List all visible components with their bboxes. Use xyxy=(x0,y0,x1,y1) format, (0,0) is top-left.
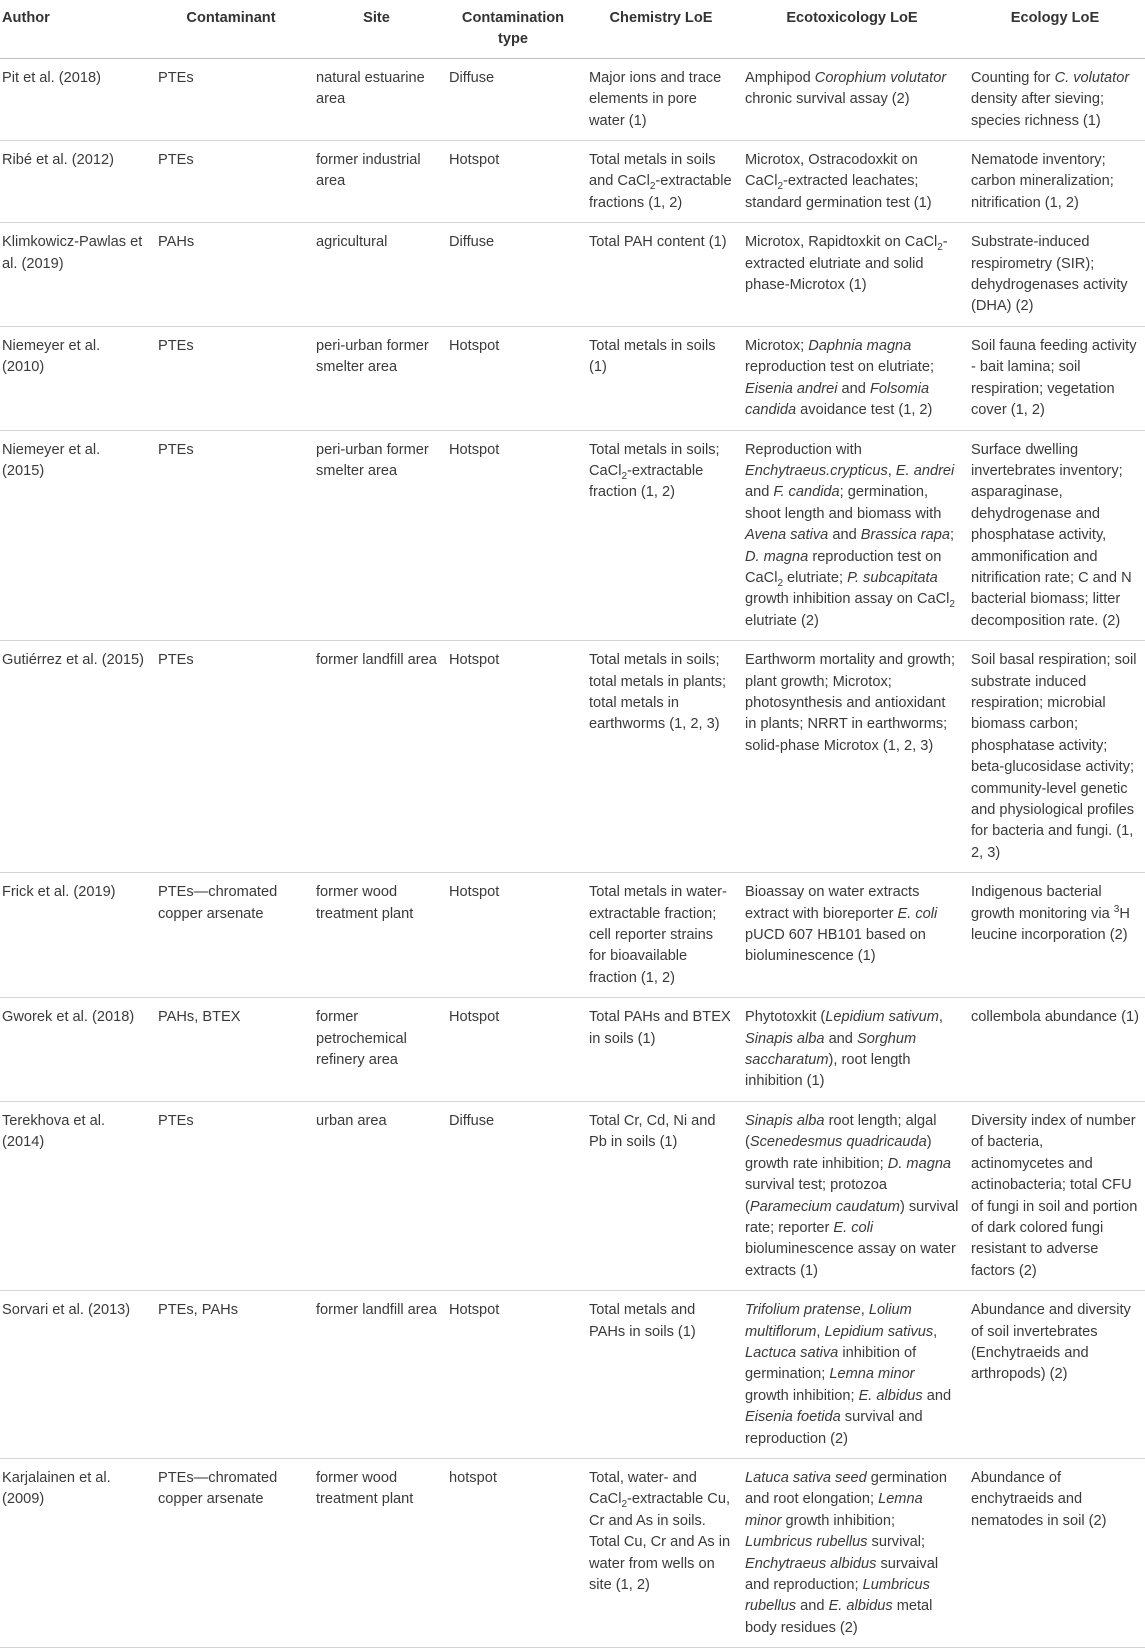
header-contaminant: Contaminant xyxy=(152,0,310,58)
cell-contaminant: PTEs xyxy=(152,141,310,223)
cell-author: Klimkowicz-Pawlas et al. (2019) xyxy=(0,223,152,327)
cell-chemistry-loe: Total metals in soils and CaCl$_2$-extractable fractions (1, 2) xyxy=(583,141,739,223)
cell-chemistry-loe: Total PAHs and BTEX in soils (1) xyxy=(583,998,739,1102)
table-row xyxy=(0,1101,1145,1290)
cell-contaminant: PTEs—chromated copper arsenate xyxy=(152,1458,310,1647)
header-contamination-type: Contamination type xyxy=(443,0,583,58)
cell-site: former industrial area xyxy=(310,141,443,223)
cell-ecology-loe: Surface dwelling invertebrates inventory; asparaginase, dehydrogenase and phosphatase activity, ammonification and nitrification rate; C and N bacterial biomass; litter decomposition rate. (2) xyxy=(965,430,1145,641)
header-author: Author xyxy=(0,0,152,58)
table-row xyxy=(0,998,1145,1102)
cell-ecology-loe: Indigenous bacterial growth monitoring via $^3$H leucine incorporation (2) xyxy=(965,873,1145,998)
cell-ecotoxicology-loe: Latuca sativa seed germination and root elongation; Lemna minor growth inhibition; Lumbricus rubellus survival; Enchytraeus albidus survaival and reproduction; Lumbricus rubellus and E. albidus metal body residues (2) xyxy=(739,1458,965,1647)
header-ecotoxicology-loe: Ecotoxicology LoE xyxy=(739,0,965,58)
cell-chemistry-loe: Total metals and PAHs in soils (1) xyxy=(583,1291,739,1459)
cell-site: former petrochemical refinery area xyxy=(310,998,443,1102)
table-row xyxy=(0,430,1145,641)
cell-contaminant: PTEs xyxy=(152,641,310,873)
cell-ecology-loe: Diversity index of number of bacteria, actinomycetes and actinobacteria; total CFU of fungi in soil and portion of dark colored fungi resistant to adverse factors (2) xyxy=(965,1101,1145,1290)
cell-ecotoxicology-loe: Sinapis alba root length; algal (Scenedesmus quadricauda) growth rate inhibition; D. magna survival test; protozoa (Paramecium caudatum) survival rate; reporter E. coli bioluminescence assay on water extracts (1) xyxy=(739,1101,965,1290)
cell-chemistry-loe: Major ions and trace elements in pore water (1) xyxy=(583,58,739,140)
cell-contamination-type: Hotspot xyxy=(443,430,583,641)
cell-ecotoxicology-loe: Microtox, Ostracodoxkit on CaCl$_2$-extracted leachates; standard germination test (1) xyxy=(739,141,965,223)
table-row xyxy=(0,1458,1145,1647)
cell-site: urban area xyxy=(310,1101,443,1290)
cell-author: Gutiérrez et al. (2015) xyxy=(0,641,152,873)
table-row xyxy=(0,1291,1145,1459)
cell-author: Niemeyer et al. (2010) xyxy=(0,326,152,430)
cell-contamination-type: Hotspot xyxy=(443,873,583,998)
table-row xyxy=(0,641,1145,873)
cell-author: Gworek et al. (2018) xyxy=(0,998,152,1102)
cell-ecology-loe: Substrate-induced respirometry (SIR); dehydrogenases activity (DHA) (2) xyxy=(965,223,1145,327)
cell-author: Niemeyer et al. (2015) xyxy=(0,430,152,641)
cell-contamination-type: Hotspot xyxy=(443,641,583,873)
cell-ecotoxicology-loe: Phytotoxkit (Lepidium sativum, Sinapis alba and Sorghum saccharatum), root length inhibition (1) xyxy=(739,998,965,1102)
cell-chemistry-loe: Total PAH content (1) xyxy=(583,223,739,327)
cell-site: agricultural xyxy=(310,223,443,327)
cell-site: former wood treatment plant xyxy=(310,873,443,998)
cell-chemistry-loe: Total metals in soils; total metals in plants; total metals in earthworms (1, 2, 3) xyxy=(583,641,739,873)
table-body xyxy=(0,58,1145,1647)
cell-contaminant: PTEs xyxy=(152,430,310,641)
table-row xyxy=(0,141,1145,223)
header-site: Site xyxy=(310,0,443,58)
header-row xyxy=(0,0,1145,58)
cell-contamination-type: Diffuse xyxy=(443,223,583,327)
cell-author: Terekhova et al. (2014) xyxy=(0,1101,152,1290)
cell-ecotoxicology-loe: Amphipod Corophium volutator chronic survival assay (2) xyxy=(739,58,965,140)
cell-contamination-type: hotspot xyxy=(443,1458,583,1647)
header-chemistry-loe: Chemistry LoE xyxy=(583,0,739,58)
cell-author: Karjalainen et al. (2009) xyxy=(0,1458,152,1647)
table-row xyxy=(0,58,1145,140)
cell-ecotoxicology-loe: Trifolium pratense, Lolium multiflorum, Lepidium sativus, Lactuca sativa inhibition of germination; Lemna minor growth inhibition; E. albidus and Eisenia foetida survival and reproduction (2) xyxy=(739,1291,965,1459)
cell-chemistry-loe: Total, water- and CaCl$_2$-extractable Cu, Cr and As in soils. Total Cu, Cr and As in water from wells on site (1, 2) xyxy=(583,1458,739,1647)
cell-site: former landfill area xyxy=(310,1291,443,1459)
cell-author: Pit et al. (2018) xyxy=(0,58,152,140)
cell-contamination-type: Diffuse xyxy=(443,1101,583,1290)
cell-contaminant: PTEs xyxy=(152,1101,310,1290)
cell-contaminant: PTEs xyxy=(152,58,310,140)
cell-chemistry-loe: Total metals in soils; CaCl$_2$-extractable fraction (1, 2) xyxy=(583,430,739,641)
cell-contamination-type: Diffuse xyxy=(443,58,583,140)
table-row xyxy=(0,223,1145,327)
cell-ecology-loe: Nematode inventory; carbon mineralization; nitrification (1, 2) xyxy=(965,141,1145,223)
cell-ecotoxicology-loe: Bioassay on water extracts extract with bioreporter E. coli pUCD 607 HB101 based on bioluminescence (1) xyxy=(739,873,965,998)
cell-ecology-loe: Abundance of enchytraeids and nematodes in soil (2) xyxy=(965,1458,1145,1647)
cell-ecotoxicology-loe: Reproduction with Enchytraeus.crypticus, E. andrei and F. candida; germination, shoot length and biomass with Avena sativa and Brassica rapa; D. magna reproduction test on CaCl$_2$ elutriate; P. subcapitata growth inhibition assay on CaCl$_2$ elutriate (2) xyxy=(739,430,965,641)
cell-ecology-loe: Soil fauna feeding activity - bait lamina; soil respiration; vegetation cover (1, 2) xyxy=(965,326,1145,430)
cell-ecotoxicology-loe: Microtox, Rapidtoxkit on CaCl$_2$-extracted elutriate and solid phase-Microtox (1) xyxy=(739,223,965,327)
cell-chemistry-loe: Total metals in water- extractable fraction; cell reporter strains for bioavailable fraction (1, 2) xyxy=(583,873,739,998)
cell-contaminant: PTEs—chromated copper arsenate xyxy=(152,873,310,998)
cell-ecology-loe: collembola abundance (1) xyxy=(965,998,1145,1102)
cell-contamination-type: Hotspot xyxy=(443,141,583,223)
cell-ecology-loe: Soil basal respiration; soil substrate induced respiration; microbial biomass carbon; phosphatase activity; beta-glucosidase activity; community-level genetic and physiological profiles for bacteria and fungi. (1, 2, 3) xyxy=(965,641,1145,873)
cell-contamination-type: Hotspot xyxy=(443,1291,583,1459)
header-ecology-loe: Ecology LoE xyxy=(965,0,1145,58)
cell-contamination-type: Hotspot xyxy=(443,326,583,430)
cell-author: Sorvari et al. (2013) xyxy=(0,1291,152,1459)
cell-site: natural estuarine area xyxy=(310,58,443,140)
cell-author: Ribé et al. (2012) xyxy=(0,141,152,223)
cell-contamination-type: Hotspot xyxy=(443,998,583,1102)
cell-chemistry-loe: Total metals in soils (1) xyxy=(583,326,739,430)
table-row xyxy=(0,873,1145,998)
cell-contaminant: PAHs, BTEX xyxy=(152,998,310,1102)
cell-ecotoxicology-loe: Microtox; Daphnia magna reproduction test on elutriate; Eisenia andrei and Folsomia candida avoidance test (1, 2) xyxy=(739,326,965,430)
cell-author: Frick et al. (2019) xyxy=(0,873,152,998)
cell-contaminant: PTEs xyxy=(152,326,310,430)
cell-ecology-loe: Abundance and diversity of soil invertebrates (Enchytraeids and arthropods) (2) xyxy=(965,1291,1145,1459)
cell-chemistry-loe: Total Cr, Cd, Ni and Pb in soils (1) xyxy=(583,1101,739,1290)
table-row xyxy=(0,326,1145,430)
cell-ecotoxicology-loe: Earthworm mortality and growth; plant growth; Microtox; photosynthesis and antioxidant in plants; NRRT in earthworms; solid-phase Microtox (1, 2, 3) xyxy=(739,641,965,873)
cell-site: peri-urban former smelter area xyxy=(310,326,443,430)
cell-contaminant: PAHs xyxy=(152,223,310,327)
cell-ecology-loe: Counting for C. volutator density after sieving; species richness (1) xyxy=(965,58,1145,140)
cell-site: peri-urban former smelter area xyxy=(310,430,443,641)
cell-site: former landfill area xyxy=(310,641,443,873)
cell-contaminant: PTEs, PAHs xyxy=(152,1291,310,1459)
cell-site: former wood treatment plant xyxy=(310,1458,443,1647)
